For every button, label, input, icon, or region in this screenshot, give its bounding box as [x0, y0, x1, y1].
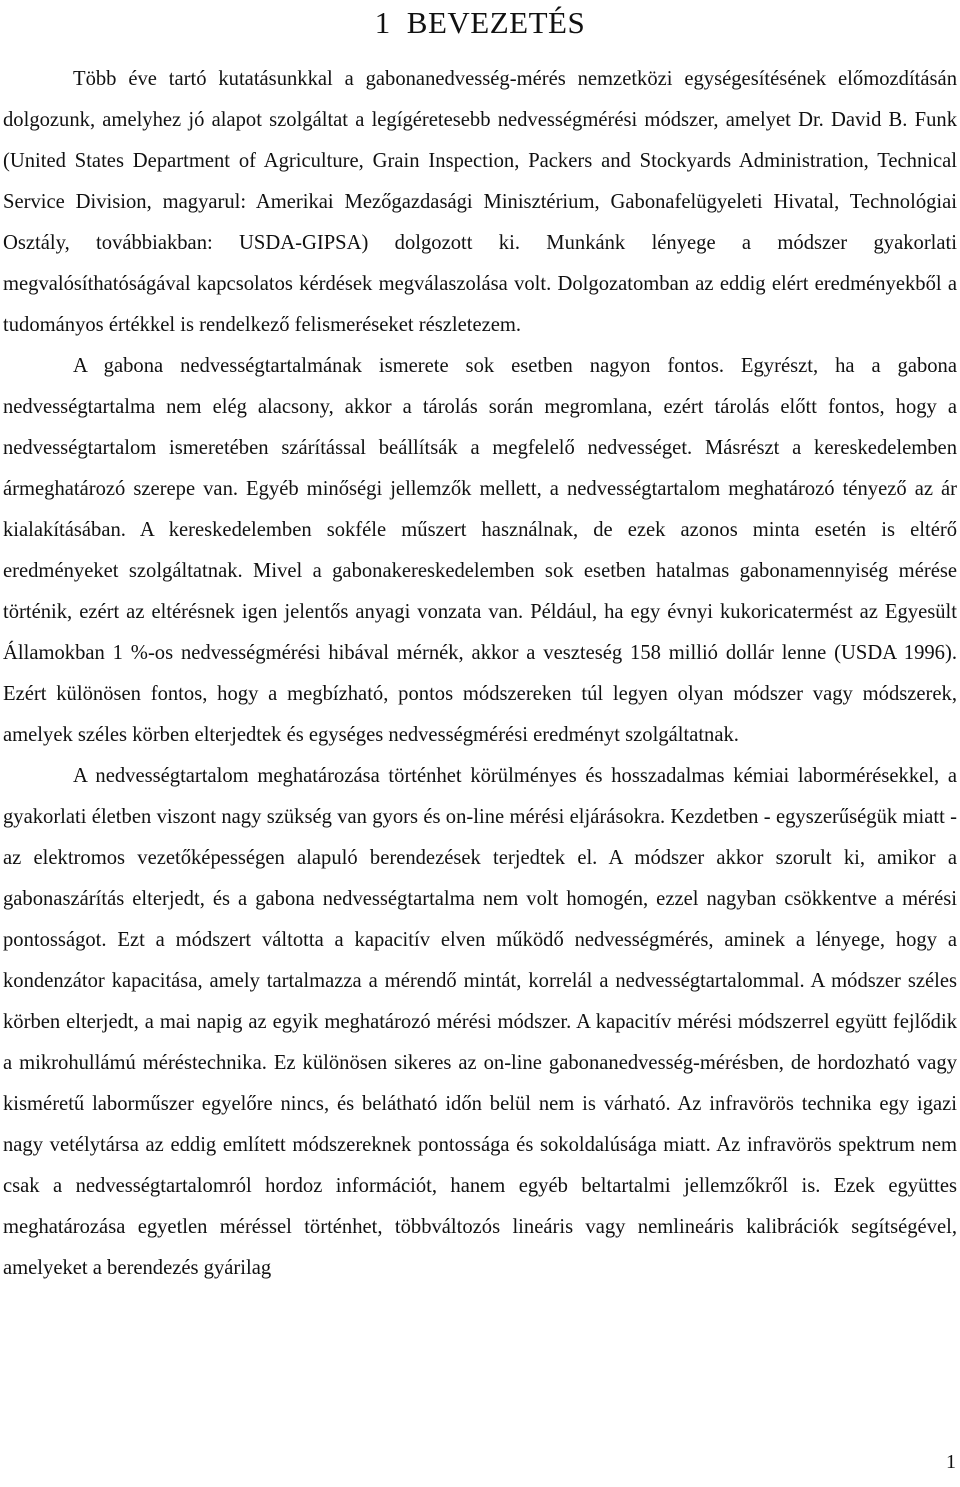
section-number: 1: [374, 5, 391, 40]
page-number: 1: [946, 1451, 956, 1473]
section-title: BEVEZETÉS: [406, 5, 586, 40]
paragraph-intro: Több éve tartó kutatásunkkal a gabonanedvesség-mérés nemzetközi egységesítésének előmozdításán dolgozunk, amelyhez jó alapot szolgáltat a legígéretesebb nedvességmérési módszer, amelyet Dr. David B. Funk (United States Department of Agriculture, Grain Inspection, Packers and Stockyards Administration, Technical Service Division, magyarul: Amerikai Mezőgazdasági Minisztérium, Gabonafelügyeleti Hivatal, Technológiai Osztály, továbbiakban: USDA-GIPSA) dolgozott ki. Munkánk lényege a módszer gyakorlati megvalósíthatóságával kapcsolatos kérdések megválaszolása volt. Dolgozatomban az eddig elért eredményekből a tudományos értékkel is rendelkező felismeréseket részletezem.: [3, 68, 957, 336]
section-heading: [3, 0, 957, 44]
paragraph-measurement-methods: A nedvességtartalom meghatározása történhet körülményes és hosszadalmas kémiai labormérésekkel, a gyakorlati életben viszont nagy szükség van gyors és on-line mérési eljárásokra. Kezdetben - egyszerűségük miatt - az elektromos vezetőképességen alapuló berendezések terjedtek el. A módszer akkor szorult ki, amikor a gabonaszárítás elterjedt, és a gabona nedvességtartalma nem volt homogén, ezzel nagyban csökkentve a mérési pontosságot. Ezt a módszert váltotta a kapacitív elven működő nedvességmérés, aminek a lényege, hogy a kondenzátor kapacitása, amely tartalmazza a mérendő mintát, korrelál a nedvességtartalommal. A módszer széles körben elterjedt, a mai napig az egyik meghatározó mérési módszer. A kapacitív mérési módszerrel együtt fejlődik a mikrohullámú méréstechnika. Ez különösen sikeres az on-line gabonanedvesség-mérésben, de hordozható vagy kisméretű laborműszer egyelőre nincs, és belátható időn belül nem is várható. Az infravörös technika egy igazi nagy vetélytársa az eddig említett módszereknek pontossága és sokoldalúsága miatt. Az infravörös spektrum nem csak a nedvességtartalomról hordoz információt, hanem egyéb beltartalmi jellemzőkről is. Ezek együttes meghatározása egyetlen méréssel történhet, többváltozós lineáris vagy nemlineáris kalibrációk segítségével, amelyeket a berendezés gyárilag: [3, 765, 957, 1279]
paragraph-moisture-importance: A gabona nedvességtartalmának ismerete sok esetben nagyon fontos. Egyrészt, ha a gabona nedvességtartalma nem elég alacsony, akkor a tárolás során megromlana, ezért tárolás előtt fontos, hogy a nedvességtartalom ismeretében szárítással beállítsák a megfelelő nedvességet. Másrészt a kereskedelemben ármeghatározó szerepe van. Egyéb minőségi jellemzők mellett, a nedvességtartalom meghatározó tényező az ár kialakításában. A kereskedelemben sokféle műszert használnak, de ezek azonos minta esetén is eltérő eredményeket szolgáltatnak. Mivel a gabonakereskedelemben sok esetben hatalmas gabonamennyiség mérése történik, ezért az eltérésnek igen jelentős anyagi vonzata van. Például, ha egy évnyi kukoricatermést az Egyesült Államokban 1 %-os nedvességmérési hibával mérnék, akkor a veszteség 158 millió dollár lenne (USDA 1996). Ezért különösen fontos, hogy a megbízható, pontos módszereken túl legyen olyan módszer vagy módszerek, amelyek széles körben elterjedtek és egységes nedvességmérési eredményt szolgáltatnak.: [3, 355, 957, 746]
